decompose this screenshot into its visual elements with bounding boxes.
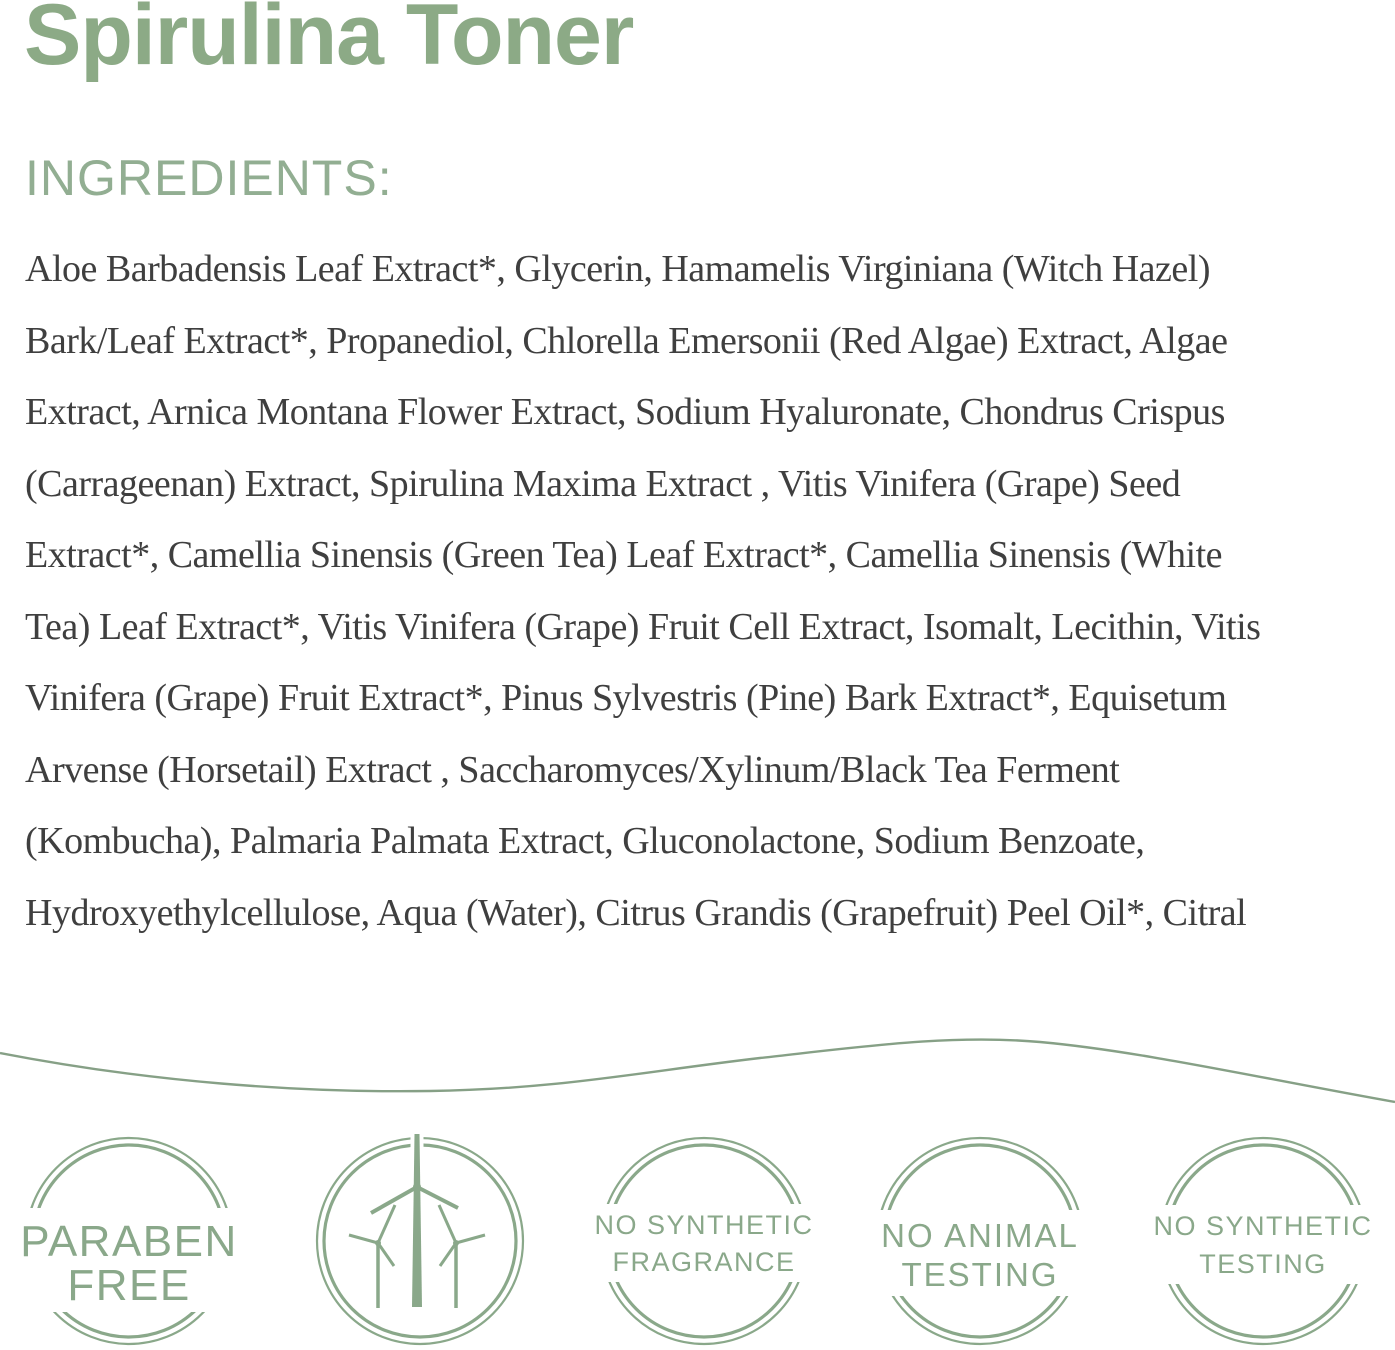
ingredients-line: Vinifera (Grape) Fruit Extract*, Pinus Sylvestris (Pine) Bark Extract*, Equisetum <box>25 677 1227 719</box>
ingredients-line: Bark/Leaf Extract*, Propanediol, Chlorella Emersonii (Red Algae) Extract, Algae <box>25 319 1228 362</box>
badge-no-animal-testing <box>865 1134 1095 1350</box>
ingredients-list <box>25 234 1385 949</box>
badge-no-synthetic-fragrance <box>589 1134 819 1350</box>
ingredients-line: Extract, Arnica Montana Flower Extract, Sodium Hyaluronate, Chondrus Crispus <box>25 391 1225 433</box>
wave-divider <box>0 1020 1395 1140</box>
ingredients-line: Hydroxyethylcellulose, Aqua (Water), Citrus Grandis (Grapefruit) Peel Oil*, Citral <box>25 891 1247 934</box>
ingredients-line: (Carrageenan) Extract, Spirulina Maxima Extract , Vitis Vinifera (Grape) Seed <box>25 462 1181 505</box>
badge-no-synthetic-testing <box>1148 1134 1378 1350</box>
badge-wind-energy <box>305 1134 535 1350</box>
product-title: Spirulina Toner <box>24 0 634 83</box>
badge-paraben-free <box>14 1134 244 1350</box>
ingredients-line: Arvense (Horsetail) Extract , Saccharomyces/Xylinum/Black Tea Ferment <box>25 748 1120 791</box>
badge-label-line1: PARABEN <box>20 1217 238 1266</box>
ingredients-heading: INGREDIENTS: <box>25 150 393 206</box>
badge-label-line2: TESTING <box>1199 1249 1327 1279</box>
ingredients-line: Extract*, Camellia Sinensis (Green Tea) Leaf Extract*, Camellia Sinensis (White <box>25 534 1223 576</box>
badge-label-line1: NO SYNTHETIC <box>1153 1211 1373 1241</box>
ingredients-line: (Kombucha), Palmaria Palmata Extract, Gluconolactone, Sodium Benzoate, <box>25 820 1145 862</box>
badge-label-line2: FRAGRANCE <box>612 1247 796 1277</box>
badge-label-line2: FREE <box>67 1261 191 1310</box>
badge-label-line1: NO SYNTHETIC <box>594 1210 814 1240</box>
badge-label-line2: TESTING <box>901 1256 1059 1293</box>
ingredients-line: Aloe Barbadensis Leaf Extract*, Glycerin, Hamamelis Virginiana (Witch Hazel) <box>25 248 1210 290</box>
badge-label-line1: NO ANIMAL <box>881 1217 1079 1254</box>
ingredients-line: Tea) Leaf Extract*, Vitis Vinifera (Grape) Fruit Cell Extract, Isomalt, Lecithin, Vitis <box>25 605 1261 648</box>
